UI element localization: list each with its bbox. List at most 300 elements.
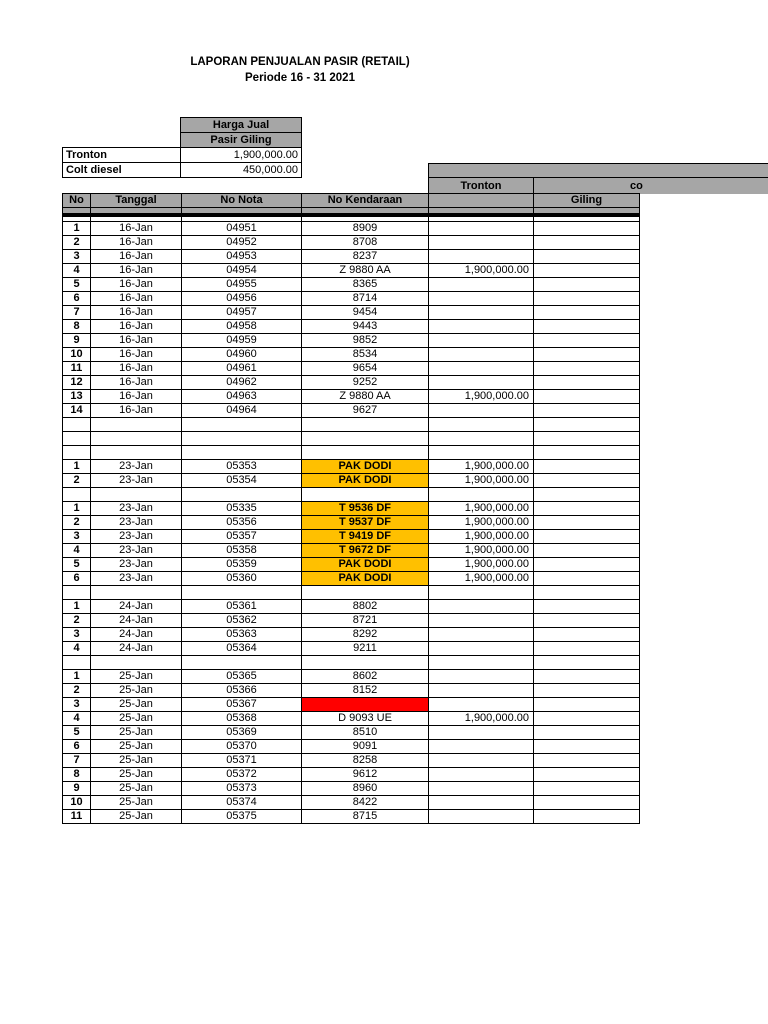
cell-no-kendaraan: 8714 xyxy=(302,292,429,306)
empty-row xyxy=(63,432,640,446)
cell-tanggal: 24-Jan xyxy=(91,628,182,642)
cell-no-nota: 05365 xyxy=(182,670,302,684)
cell-no: 11 xyxy=(63,362,91,376)
cell-tanggal: 24-Jan xyxy=(91,642,182,656)
cell-giling xyxy=(534,376,640,390)
table-row xyxy=(63,320,640,334)
cell-tronton-amount xyxy=(429,614,534,628)
table-row xyxy=(63,306,640,320)
cell-giling xyxy=(534,292,640,306)
cell-no: 2 xyxy=(63,614,91,628)
cell-no: 4 xyxy=(63,642,91,656)
cell-tronton-amount xyxy=(429,446,534,460)
table-row xyxy=(63,292,640,306)
cell-no-nota: 05354 xyxy=(182,474,302,488)
cell-no: 9 xyxy=(63,334,91,348)
cell-no-nota: 05373 xyxy=(182,782,302,796)
cell-giling xyxy=(534,586,640,600)
cell-tanggal: 16-Jan xyxy=(91,292,182,306)
cell-no-kendaraan: 8909 xyxy=(302,222,429,236)
cell-giling xyxy=(534,362,640,376)
cell-no: 12 xyxy=(63,376,91,390)
cell-tronton-amount: 1,900,000.00 xyxy=(429,474,534,488)
cell-giling xyxy=(534,348,640,362)
table-row xyxy=(63,642,640,656)
cell-tanggal xyxy=(91,488,182,502)
cell-giling xyxy=(534,250,640,264)
cell-tanggal: 25-Jan xyxy=(91,698,182,712)
cell-no-kendaraan: 8258 xyxy=(302,754,429,768)
cell-no-kendaraan: 9454 xyxy=(302,306,429,320)
cell-tanggal xyxy=(91,432,182,446)
cell-tronton-amount xyxy=(429,740,534,754)
cell-giling xyxy=(534,698,640,712)
cell-tanggal xyxy=(91,586,182,600)
cell-no: 4 xyxy=(63,264,91,278)
cell-no: 14 xyxy=(63,404,91,418)
cell-no: 6 xyxy=(63,572,91,586)
cell-giling xyxy=(534,390,640,404)
cell-no-kendaraan: 8602 xyxy=(302,670,429,684)
cell-no-nota: 04956 xyxy=(182,292,302,306)
cell-tanggal: 23-Jan xyxy=(91,558,182,572)
table-row xyxy=(63,726,640,740)
cell-no: 8 xyxy=(63,320,91,334)
cell-no-kendaraan xyxy=(302,418,429,432)
cell-tronton-amount xyxy=(429,726,534,740)
cell-giling xyxy=(534,502,640,516)
cell-no-nota: 05370 xyxy=(182,740,302,754)
cell-giling xyxy=(534,628,640,642)
cell-giling xyxy=(534,768,640,782)
cell-no-nota: 05335 xyxy=(182,502,302,516)
table-row xyxy=(63,278,640,292)
cell-tronton-amount: 1,900,000.00 xyxy=(429,572,534,586)
cell-tronton-amount xyxy=(429,306,534,320)
cell-no: 3 xyxy=(63,628,91,642)
cell-tanggal: 23-Jan xyxy=(91,572,182,586)
cell-tanggal: 25-Jan xyxy=(91,754,182,768)
cell-no-kendaraan: 9443 xyxy=(302,320,429,334)
cell-giling xyxy=(534,474,640,488)
cell-giling xyxy=(534,684,640,698)
cell-giling xyxy=(534,558,640,572)
table-row xyxy=(63,516,640,530)
cell-tanggal: 16-Jan xyxy=(91,306,182,320)
cell-tanggal: 16-Jan xyxy=(91,250,182,264)
cell-no: 4 xyxy=(63,544,91,558)
price-header-harga-jual: Harga Jual xyxy=(180,117,302,133)
cell-tanggal: 16-Jan xyxy=(91,348,182,362)
cell-no-kendaraan xyxy=(302,488,429,502)
cell-no-kendaraan: 9612 xyxy=(302,768,429,782)
table-row xyxy=(63,796,640,810)
table-row xyxy=(63,348,640,362)
cell-tanggal: 16-Jan xyxy=(91,390,182,404)
table-row xyxy=(63,782,640,796)
cell-giling xyxy=(534,306,640,320)
table-row xyxy=(63,740,640,754)
cell-tanggal: 16-Jan xyxy=(91,362,182,376)
cell-tronton-amount xyxy=(429,278,534,292)
cell-no-kendaraan: 8802 xyxy=(302,600,429,614)
cell-tanggal: 16-Jan xyxy=(91,278,182,292)
cell-tanggal xyxy=(91,446,182,460)
cell-no-nota xyxy=(182,418,302,432)
cell-no: 6 xyxy=(63,292,91,306)
cell-no: 10 xyxy=(63,796,91,810)
cell-giling xyxy=(534,726,640,740)
cell-no-kendaraan: PAK DODI xyxy=(302,474,429,488)
cell-tronton-amount: 1,900,000.00 xyxy=(429,544,534,558)
cell-no-nota: 04959 xyxy=(182,334,302,348)
table-row xyxy=(63,390,640,404)
cell-no-kendaraan: T 9419 DF xyxy=(302,530,429,544)
cell-no: 5 xyxy=(63,278,91,292)
cell-giling xyxy=(534,488,640,502)
price-value-tronton: 1,900,000.00 xyxy=(180,147,302,163)
cell-tanggal: 25-Jan xyxy=(91,768,182,782)
cell-no-nota: 05374 xyxy=(182,796,302,810)
cell-giling xyxy=(534,810,640,824)
cell-giling xyxy=(534,656,640,670)
cell-no: 4 xyxy=(63,712,91,726)
cell-no-kendaraan: T 9672 DF xyxy=(302,544,429,558)
cell-no-nota: 04960 xyxy=(182,348,302,362)
table-row xyxy=(63,334,640,348)
cell-no-nota: 04952 xyxy=(182,236,302,250)
empty-row xyxy=(63,656,640,670)
cell-no: 8 xyxy=(63,768,91,782)
cell-tanggal: 25-Jan xyxy=(91,740,182,754)
cell-tanggal: 16-Jan xyxy=(91,236,182,250)
cell-no-kendaraan: Z 9880 AA xyxy=(302,390,429,404)
cell-tronton-amount: 1,900,000.00 xyxy=(429,264,534,278)
cell-giling xyxy=(534,544,640,558)
cell-tronton-amount: 1,900,000.00 xyxy=(429,502,534,516)
cell-tronton-amount xyxy=(429,782,534,796)
cell-no: 1 xyxy=(63,600,91,614)
cell-no-kendaraan: 9211 xyxy=(302,642,429,656)
cell-no-nota: 05367 xyxy=(182,698,302,712)
table-row xyxy=(63,558,640,572)
col-header-no-nota: No Nota xyxy=(182,194,302,208)
cell-no-nota: 04958 xyxy=(182,320,302,334)
cell-no-nota xyxy=(182,432,302,446)
price-header-pasir-giling: Pasir Giling xyxy=(180,132,302,148)
cell-no-nota: 04955 xyxy=(182,278,302,292)
cell-no xyxy=(63,446,91,460)
cell-no-kendaraan: 8152 xyxy=(302,684,429,698)
cell-tronton-amount: 1,900,000.00 xyxy=(429,558,534,572)
cell-no-kendaraan: 8365 xyxy=(302,278,429,292)
cell-giling xyxy=(534,754,640,768)
cell-tanggal: 23-Jan xyxy=(91,502,182,516)
cell-no-kendaraan: 9091 xyxy=(302,740,429,754)
cell-tanggal: 24-Jan xyxy=(91,614,182,628)
cell-no-kendaraan: 8510 xyxy=(302,726,429,740)
cell-tronton-amount xyxy=(429,684,534,698)
cell-tronton-amount xyxy=(429,488,534,502)
cell-tronton-amount xyxy=(429,432,534,446)
cell-tanggal: 25-Jan xyxy=(91,796,182,810)
table-row xyxy=(63,222,640,236)
cell-no-nota xyxy=(182,488,302,502)
cell-no-nota: 04964 xyxy=(182,404,302,418)
col-header-tanggal: Tanggal xyxy=(91,194,182,208)
cell-giling xyxy=(534,334,640,348)
cell-no: 2 xyxy=(63,236,91,250)
cell-no-kendaraan: 8237 xyxy=(302,250,429,264)
cell-tronton-amount xyxy=(429,292,534,306)
col-header-giling: Giling xyxy=(534,194,640,208)
cell-no-nota xyxy=(182,656,302,670)
cell-giling xyxy=(534,642,640,656)
cell-no: 1 xyxy=(63,222,91,236)
cell-no-nota: 05360 xyxy=(182,572,302,586)
table-row xyxy=(63,572,640,586)
cell-no-kendaraan xyxy=(302,586,429,600)
cell-tronton-amount: 1,900,000.00 xyxy=(429,460,534,474)
cell-tanggal: 16-Jan xyxy=(91,222,182,236)
price-label-tronton: Tronton xyxy=(62,147,181,163)
cell-tronton-amount xyxy=(429,418,534,432)
cell-no-kendaraan: 8715 xyxy=(302,810,429,824)
report-title: LAPORAN PENJUALAN PASIR (RETAIL) xyxy=(190,56,410,68)
cell-tronton-amount xyxy=(429,656,534,670)
cell-no: 11 xyxy=(63,810,91,824)
cell-tronton-amount xyxy=(429,348,534,362)
cell-giling xyxy=(534,600,640,614)
cell-tanggal: 16-Jan xyxy=(91,404,182,418)
cell-no-nota: 05368 xyxy=(182,712,302,726)
cell-no xyxy=(63,418,91,432)
cell-no-kendaraan xyxy=(302,446,429,460)
report-period: Periode 16 - 31 2021 xyxy=(245,72,355,84)
cell-no-kendaraan: 8960 xyxy=(302,782,429,796)
table-row xyxy=(63,460,640,474)
cell-tanggal: 25-Jan xyxy=(91,810,182,824)
cell-no-nota: 05372 xyxy=(182,768,302,782)
cell-tronton-amount xyxy=(429,250,534,264)
cell-giling xyxy=(534,432,640,446)
col-header-no-kendaraan: No Kendaraan xyxy=(302,194,429,208)
cell-no-kendaraan: 9852 xyxy=(302,334,429,348)
cell-no-nota: 04961 xyxy=(182,362,302,376)
empty-row xyxy=(63,446,640,460)
cell-no-kendaraan: Z 9880 AA xyxy=(302,264,429,278)
header-colt: co xyxy=(533,177,768,194)
cell-giling xyxy=(534,404,640,418)
cell-no-nota: 05357 xyxy=(182,530,302,544)
cell-no-nota: 05356 xyxy=(182,516,302,530)
cell-no-kendaraan: T 9537 DF xyxy=(302,516,429,530)
table-row xyxy=(63,376,640,390)
cell-giling xyxy=(534,572,640,586)
cell-giling xyxy=(534,712,640,726)
empty-row xyxy=(63,488,640,502)
cell-tronton-amount xyxy=(429,796,534,810)
cell-tanggal: 24-Jan xyxy=(91,600,182,614)
cell-tanggal: 16-Jan xyxy=(91,264,182,278)
table-row xyxy=(63,264,640,278)
cell-tanggal: 25-Jan xyxy=(91,726,182,740)
cell-giling xyxy=(534,446,640,460)
cell-no-nota: 05363 xyxy=(182,628,302,642)
cell-giling xyxy=(534,278,640,292)
col-header-tronton-amount xyxy=(429,194,534,208)
cell-tanggal: 25-Jan xyxy=(91,712,182,726)
cell-tronton-amount xyxy=(429,236,534,250)
cell-no: 3 xyxy=(63,530,91,544)
cell-no: 1 xyxy=(63,670,91,684)
cell-tronton-amount xyxy=(429,600,534,614)
cell-no-kendaraan: 8534 xyxy=(302,348,429,362)
cell-giling xyxy=(534,460,640,474)
cell-no-nota xyxy=(182,446,302,460)
cell-giling xyxy=(534,614,640,628)
cell-no xyxy=(63,432,91,446)
cell-tronton-amount xyxy=(429,698,534,712)
cell-tronton-amount xyxy=(429,754,534,768)
cell-tanggal: 16-Jan xyxy=(91,334,182,348)
cell-no: 2 xyxy=(63,684,91,698)
cell-tronton-amount: 1,900,000.00 xyxy=(429,712,534,726)
cell-no: 5 xyxy=(63,726,91,740)
cell-no-nota: 04954 xyxy=(182,264,302,278)
price-label-colt-diesel: Colt diesel xyxy=(62,162,181,178)
table-row xyxy=(63,698,640,712)
cell-tanggal: 25-Jan xyxy=(91,782,182,796)
cell-giling xyxy=(534,516,640,530)
cell-tanggal: 23-Jan xyxy=(91,530,182,544)
cell-no-kendaraan: 8721 xyxy=(302,614,429,628)
cell-no: 2 xyxy=(63,516,91,530)
cell-giling xyxy=(534,264,640,278)
cell-no: 7 xyxy=(63,754,91,768)
cell-tanggal xyxy=(91,656,182,670)
table-row xyxy=(63,502,640,516)
cell-no-kendaraan: 9627 xyxy=(302,404,429,418)
empty-row xyxy=(63,418,640,432)
cell-tronton-amount xyxy=(429,320,534,334)
table-row xyxy=(63,628,640,642)
cell-no-kendaraan: 9654 xyxy=(302,362,429,376)
cell-no: 3 xyxy=(63,250,91,264)
cell-no-kendaraan xyxy=(302,432,429,446)
cell-giling xyxy=(534,670,640,684)
table-row xyxy=(63,474,640,488)
cell-tanggal: 25-Jan xyxy=(91,684,182,698)
cell-tronton-amount xyxy=(429,376,534,390)
cell-no-nota: 04951 xyxy=(182,222,302,236)
cell-tronton-amount xyxy=(429,642,534,656)
cell-tronton-amount: 1,900,000.00 xyxy=(429,516,534,530)
cell-tronton-amount xyxy=(429,670,534,684)
cell-no: 5 xyxy=(63,558,91,572)
table-row xyxy=(63,754,640,768)
cell-no-nota: 05353 xyxy=(182,460,302,474)
cell-no-nota: 04963 xyxy=(182,390,302,404)
cell-no-nota: 05369 xyxy=(182,726,302,740)
table-row xyxy=(63,250,640,264)
cell-tronton-amount: 1,900,000.00 xyxy=(429,530,534,544)
table-row xyxy=(63,670,640,684)
cell-tronton-amount xyxy=(429,768,534,782)
table-row xyxy=(63,362,640,376)
cell-no-nota: 04953 xyxy=(182,250,302,264)
cell-giling xyxy=(534,222,640,236)
cell-tanggal: 23-Jan xyxy=(91,516,182,530)
cell-tanggal: 23-Jan xyxy=(91,544,182,558)
cell-no-nota: 05366 xyxy=(182,684,302,698)
cell-tanggal: 16-Jan xyxy=(91,376,182,390)
cell-no-kendaraan: D 9093 UE xyxy=(302,712,429,726)
table-row xyxy=(63,600,640,614)
cell-no-kendaraan: T 9536 DF xyxy=(302,502,429,516)
table-row xyxy=(63,712,640,726)
table-row xyxy=(63,768,640,782)
table-row xyxy=(63,530,640,544)
cell-no-kendaraan: 8422 xyxy=(302,796,429,810)
cell-no-kendaraan: 8708 xyxy=(302,236,429,250)
cell-giling xyxy=(534,796,640,810)
cell-tanggal: 16-Jan xyxy=(91,320,182,334)
cell-tronton-amount xyxy=(429,810,534,824)
cell-no: 2 xyxy=(63,474,91,488)
cell-no-kendaraan xyxy=(302,698,429,712)
cell-no-kendaraan: 8292 xyxy=(302,628,429,642)
cell-tanggal: 23-Jan xyxy=(91,460,182,474)
cell-giling xyxy=(534,530,640,544)
cell-giling xyxy=(534,740,640,754)
cell-tronton-amount xyxy=(429,334,534,348)
cell-no-kendaraan xyxy=(302,656,429,670)
cell-no-nota: 05364 xyxy=(182,642,302,656)
cell-giling xyxy=(534,418,640,432)
cell-no xyxy=(63,656,91,670)
table-row xyxy=(63,236,640,250)
price-value-colt-diesel: 450,000.00 xyxy=(180,162,302,178)
cell-no: 6 xyxy=(63,740,91,754)
cell-no-kendaraan: PAK DODI xyxy=(302,460,429,474)
cell-no: 1 xyxy=(63,502,91,516)
cell-no xyxy=(63,488,91,502)
cell-tanggal: 25-Jan xyxy=(91,670,182,684)
table-row xyxy=(63,544,640,558)
empty-row xyxy=(63,586,640,600)
table-row xyxy=(63,614,640,628)
cell-no: 13 xyxy=(63,390,91,404)
cell-no-nota: 05361 xyxy=(182,600,302,614)
cell-no-kendaraan: 9252 xyxy=(302,376,429,390)
cell-no-nota: 05371 xyxy=(182,754,302,768)
cell-no: 1 xyxy=(63,460,91,474)
cell-tronton-amount xyxy=(429,628,534,642)
cell-no: 9 xyxy=(63,782,91,796)
cell-tanggal xyxy=(91,418,182,432)
cell-tronton-amount xyxy=(429,586,534,600)
cell-no xyxy=(63,586,91,600)
cell-no-nota: 05358 xyxy=(182,544,302,558)
header-tronton: Tronton xyxy=(428,177,534,194)
cell-no-nota: 05362 xyxy=(182,614,302,628)
cell-no-nota: 04962 xyxy=(182,376,302,390)
cell-no: 7 xyxy=(63,306,91,320)
cell-no-nota: 05359 xyxy=(182,558,302,572)
right-header-band xyxy=(428,163,768,178)
table-row xyxy=(63,404,640,418)
